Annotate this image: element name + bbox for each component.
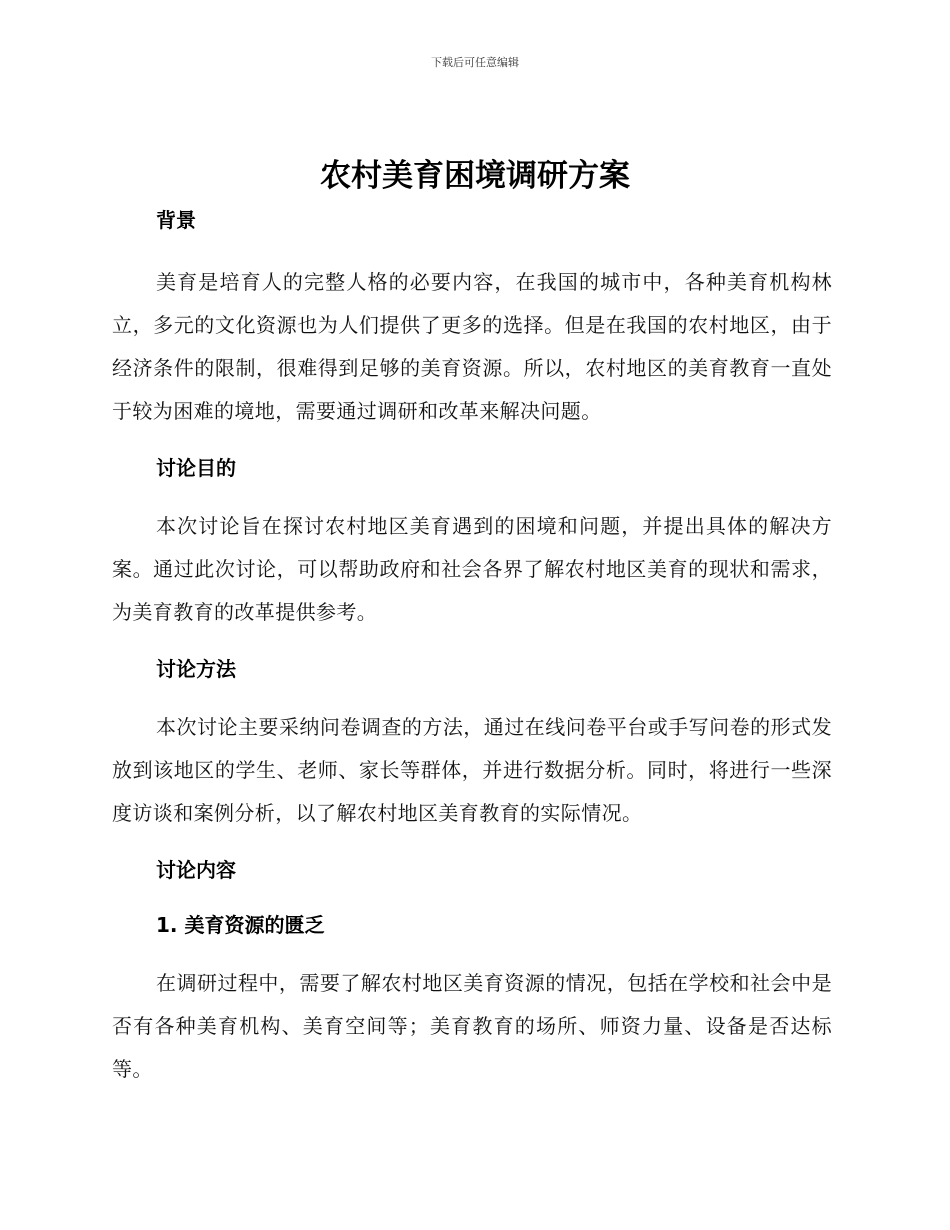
- document-body: [112, 205, 832, 1091]
- subsection-heading-resources: 1. 美育资源的匮乏: [156, 913, 325, 937]
- subsection-text-resources: 在调研过程中，需要了解农村地区美育资源的情况，包括在学校和社会中是否有各种美育机构、美育空间等；美育教育的场所、师资力量、设备是否达标等。: [112, 971, 832, 1081]
- section-text-method: 本次讨论主要采纳问卷调查的方法，通过在线问卷平台或手写问卷的形式发放到该地区的学生、老师、家长等群体，并进行数据分析。同时，将进行一些深度访谈和案例分析，以了解农村地区美育教育的实际情况。: [112, 715, 832, 825]
- document-title: 农村美育困境调研方案: [320, 158, 630, 194]
- section-heading-goal: 讨论目的: [156, 456, 236, 480]
- section-heading-content: 讨论内容: [156, 858, 236, 882]
- header-note: 下载后可任意编辑: [431, 56, 519, 69]
- section-heading-method: 讨论方法: [156, 657, 236, 681]
- section-text-goal: 本次讨论旨在探讨农村地区美育遇到的困境和问题，并提出具体的解决方案。通过此次讨论，可以帮助政府和社会各界了解农村地区美育的现状和需求，为美育教育的改革提供参考。: [112, 514, 832, 624]
- section-heading-background: 背景: [156, 208, 196, 232]
- section-text-background: 美育是培育人的完整人格的必要内容，在我国的城市中，各种美育机构林立，多元的文化资源也为人们提供了更多的选择。但是在我国的农村地区，由于经济条件的限制，很难得到足够的美育资源。所以，农村地区的美育教育一直处于较为困难的境地，需要通过调研和改革来解决问题。: [112, 270, 832, 423]
